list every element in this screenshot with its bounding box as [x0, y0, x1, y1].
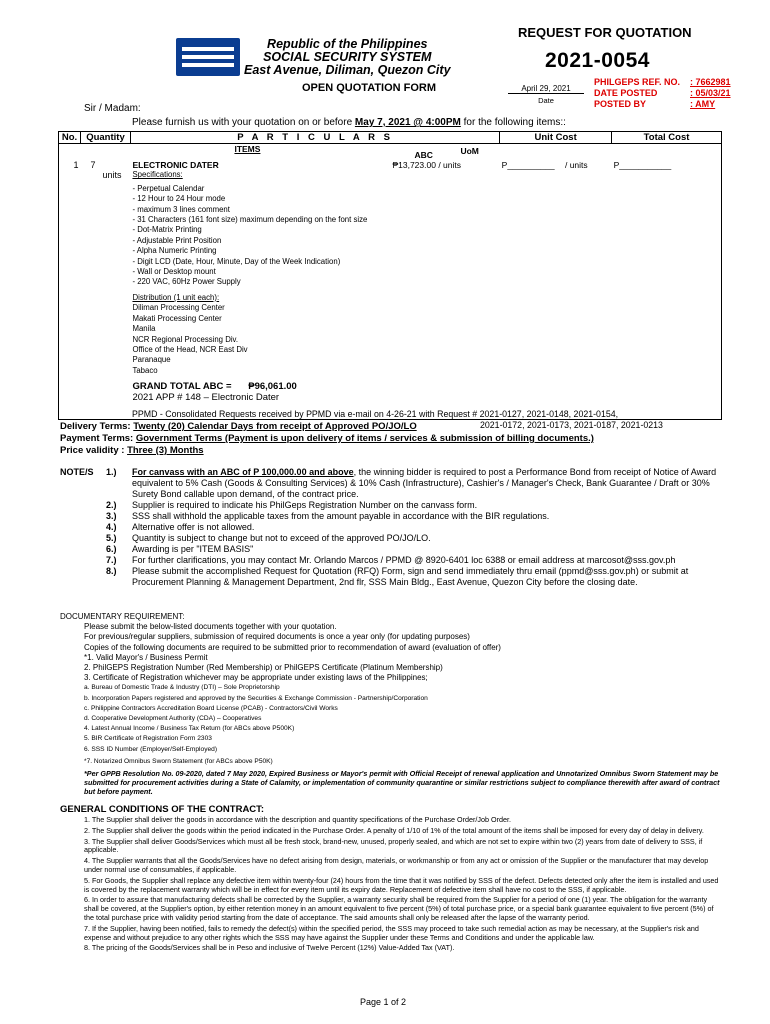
form-title: OPEN QUOTATION FORM	[302, 82, 437, 94]
spec-7: - Alpha Numeric Printing	[132, 246, 217, 256]
dist-2: Makati Processing Center	[132, 313, 222, 323]
notes	[60, 467, 720, 588]
dist-3: Manila	[132, 324, 156, 334]
note-8-text: Please submit the accomplished Request for Quotation (RFQ) Form, sign and send immediately thru email (ppmd@sss.gov.ph) or submit at Procurement Planning & Management Department, 2nd flr, SSS Main Bldg., East Avenue, Quezon City before the closing date.	[132, 566, 689, 587]
note-7	[60, 555, 720, 566]
greeting: Sir / Madam:	[84, 103, 141, 114]
col-no: No.	[59, 132, 81, 144]
terms	[60, 421, 594, 457]
app-line: 2021 APP # 148 – Electronic Dater	[132, 391, 280, 403]
note-1	[60, 467, 720, 500]
ppmd-line-2: 2021-0172, 2021-0173, 2021-0187, 2021-0213	[480, 420, 663, 430]
table-row	[59, 144, 722, 420]
sss-logo	[176, 38, 240, 76]
dist-5: Office of the Head, NCR East Div	[132, 344, 248, 354]
condition-2: 2. The Supplier shall deliver the goods within the period indicated in the Purchase Order. A penalty of 1/10 of 1% of the total amount of the items shall be imposed for every day of delay in delivery.	[84, 825, 704, 835]
grand-total-value: ₱96,061.00	[248, 381, 297, 393]
condition-8: 8. The pricing of the Goods/Services shall be in Peso and inclusive of Twelve Percent (12%) Value-Added Tax (VAT).	[84, 943, 455, 953]
dist-7: Tabaco	[132, 365, 158, 375]
condition-3: 3. The Supplier shall deliver Goods/Services which must all be fresh stock, brand-new, unused, properly sealed, and which are not set to expire within two (2) years from date of delivery to SSS, if applicable.	[84, 836, 703, 855]
payment-label: Payment Terms:	[60, 433, 134, 444]
note-4	[60, 522, 720, 533]
note-4-num: 4.)	[106, 522, 117, 532]
spec-1: - Perpetual Calendar	[132, 183, 205, 193]
payment-value: Government Terms (Payment is upon delivery of items / services & submission of billing documents.)	[135, 433, 594, 444]
rfq-number: 2021-0054	[545, 49, 650, 72]
abc-uom: / units	[438, 160, 461, 170]
row-no: 1	[59, 144, 81, 420]
doc-intro-1: Please submit the below-listed documents together with your quotation.	[84, 622, 337, 632]
row-qty-value: 7	[90, 160, 96, 170]
doc-sub-c: c. Philippine Contractors Accreditation Board License (PCAB) - Contractors/Civil Works	[84, 704, 338, 712]
ppmd-line-1: PPMD - Consolidated Requests received by PPMD via e-mail on 4-26-21 with Request # 2021-0127, 2021-0148, 2021-0154,	[132, 409, 619, 419]
note-6-text: Awarding is per "ITEM BASIS"	[132, 544, 254, 554]
row-unit-cost	[500, 144, 612, 420]
notes-label: NOTE/S	[60, 467, 94, 477]
uom-label: UoM	[460, 146, 479, 156]
note-6-num: 6.)	[106, 544, 117, 554]
delivery-value: Twenty (20) Calendar Days from receipt of Approved PO/JO/LO	[133, 421, 417, 432]
doc-sub-a: a. Bureau of Domestic Trade & Industry (DTI) – Sole Proprietorship	[84, 684, 280, 692]
doc-req-3: 3. Certificate of Registration whichever may be appropriate under existing laws of the Philippines;	[84, 673, 428, 683]
note-4-text: Alternative offer is not allowed.	[132, 522, 255, 532]
date-value: April 29, 2021	[508, 84, 584, 94]
spec-10: - 220 VAC, 60Hz Power Supply	[132, 277, 241, 287]
spec-9: - Wall or Desktop mount	[132, 267, 216, 277]
note-1-body: , the winning bidder is required to post a Performance Bond from receipt of Notice of Award equivalent to 5% Cash (Goods & Consulting Services) & 10% Cash (Infrastructure), Cashier's / Manager's Check, Bank Guarantee / Draft or 30% Surety Bond callable upon demand, of the contract price.	[132, 467, 717, 499]
col-unit-cost: Unit Cost	[500, 132, 612, 144]
items-label: ITEMS	[234, 144, 261, 154]
note-3-num: 3.)	[106, 511, 117, 521]
unit-cost-uom: / units	[564, 160, 588, 170]
row-particulars	[130, 144, 499, 420]
note-8	[60, 566, 720, 588]
note-8-num: 8.)	[106, 566, 117, 576]
row-qty	[80, 144, 130, 420]
org-line-1: Republic of the Philippines	[267, 37, 428, 51]
doc-req-2: 2. PhilGEPS Registration Number (Red Membership) or PhilGEPS Certificate (Platinum Membership)	[84, 663, 443, 673]
note-7-num: 7.)	[106, 555, 117, 565]
dist-6: Paranaque	[132, 355, 171, 365]
col-quantity: Quantity	[80, 132, 130, 144]
spec-label: Specifications:	[132, 170, 183, 180]
note-1-num: 1.)	[106, 467, 117, 477]
delivery-label: Delivery Terms:	[60, 421, 131, 432]
doc-intro-3: Copies of the following documents are required to be submitted prior to recommendation of award (evaluation of offer)	[84, 642, 501, 652]
instruction-prefix: Please furnish us with your quotation on or before	[132, 117, 353, 128]
distribution-label: Distribution (1 unit each):	[132, 292, 220, 302]
note-3	[60, 511, 720, 522]
org-line-2: SOCIAL SECURITY SYSTEM	[263, 50, 432, 64]
note-5-num: 5.)	[106, 533, 117, 543]
spec-2: - 12 Hour to 24 Hour mode	[132, 194, 226, 204]
spec-3: - maximum 3 lines comment	[132, 204, 230, 214]
grand-total	[132, 382, 497, 392]
payment-terms	[60, 433, 594, 445]
note-5-text: Quantity is subject to change but not to exceed of the approved PO/JO/LO.	[132, 533, 431, 543]
philgeps-ref-value: : 7662981	[690, 77, 731, 87]
col-particulars: P A R T I C U L A R S	[130, 132, 499, 144]
spec-6: - Adjustable Print Position	[132, 235, 222, 245]
org-header	[244, 38, 451, 77]
note-6	[60, 544, 720, 555]
date-posted-label: DATE POSTED	[594, 88, 658, 98]
table-header-row	[59, 132, 722, 144]
doc-req-7: *7. Notarized Omnibus Sworn Statement (for ABCs above P50K)	[84, 757, 273, 765]
doc-sub-b: b. Incorporation Papers registered and approved by the Securities & Exchange Commission - Partnership/Corporation	[84, 694, 428, 702]
instruction	[132, 117, 566, 128]
general-conditions-list	[84, 816, 720, 955]
row-qty-units: units	[102, 170, 122, 180]
note-7-text: For further clarifications, you may contact Mr. Orlando Marcos / PPMD @ 8920-6401 loc 6388 or email address at marcosot@sss.gov.ph	[132, 555, 676, 565]
delivery-terms	[60, 421, 594, 433]
org-line-3: East Avenue, Diliman, Quezon City	[244, 63, 451, 77]
note-2-text: Supplier is required to indicate his PhilGeps Registration Number on the canvass form.	[132, 500, 478, 510]
item-description	[132, 144, 497, 403]
condition-6: 6. In order to assure that manufacturing defects shall be corrected by the Supplier, a warranty security shall be required from the Supplier for a period of one (1) year. The obligation for the warranty shall be covered, at the Supplier's option, by either retention money in an amount equivalent to five percent (5%) of total purchase price, or a special bank guarantee equivalent to five percent (5%) of the total purchase price with validity period starting from the date of acceptance. The said amounts shall only be released after the lapse of the warranty period.	[84, 895, 714, 922]
spec-8: - Digit LCD (Date, Hour, Minute, Day of the Week Indication)	[132, 256, 341, 266]
unit-cost-blank: P__________	[501, 160, 555, 170]
item-name: ELECTRONIC DATER	[132, 160, 219, 170]
philgeps-reference	[594, 77, 731, 110]
dist-1: Diliman Processing Center	[132, 303, 225, 313]
date-posted-value: : 05/03/21	[690, 88, 731, 98]
date-label: Date	[538, 96, 554, 105]
price-validity	[60, 445, 594, 457]
page-number: Page 1 of 2	[360, 997, 407, 1007]
note-5	[60, 533, 720, 544]
row-total-cost: P___________	[612, 144, 722, 420]
condition-1: 1. The Supplier shall deliver the goods in accordance with the description and quantity specifications of the Purchase Order/Job Order.	[84, 815, 511, 824]
doc-intro-2: For previous/regular suppliers, submission of required documents is once a year only (for updating purposes)	[84, 632, 470, 642]
note-1-text	[132, 467, 720, 500]
grand-total-label: GRAND TOTAL ABC =	[132, 381, 232, 393]
general-conditions-title: GENERAL CONDITIONS OF THE CONTRACT:	[60, 804, 265, 815]
validity-label: Price validity :	[60, 445, 125, 456]
condition-4: 4. The Supplier warrants that all the Goods/Services have no defect arising from design, materials, or workmanship or from any act or omission of the Supplier or the manufacturer that may develop under normal use of consumables, if applicable.	[84, 856, 709, 874]
spec-4: - 31 Characters (161 font size) maximum depending on the font size	[132, 215, 368, 225]
deadline: May 7, 2021 @ 4:00PM	[354, 117, 461, 128]
items-table	[58, 131, 722, 420]
rfq-title: REQUEST FOR QUOTATION	[518, 25, 692, 40]
doc-sub-d: d. Cooperative Development Authority (CDA) – Cooperatives	[84, 715, 262, 723]
condition-5: 5. For Goods, the Supplier shall replace any defective item within twenty-four (24) hours from the time that it was notified by SSS of the defect. Defects detected only after the item is installed and used is covered by the replacement warranty which will be in effect for every item until its expiry date. Replacement of defective item shall have no cost to the SSS, if applicable.	[84, 875, 719, 894]
note-2	[60, 500, 720, 511]
validity-value: Three (3) Months	[127, 445, 204, 456]
gppb-resolution: *Per GPPB Resolution No. 09-2020, dated 7 May 2020, Expired Business or Mayor's permit with Official Receipt of renewal application and Unnotarized Omnibus Sworn Statement may be submitted for procurement activities during a State of Calamity, or implementation of community quarantine or similar restrictions subject to compliance therewith after award of contract but before payment.	[84, 769, 720, 797]
documentary-requirement	[60, 612, 720, 796]
posted-by-value: : AMY	[690, 99, 716, 109]
condition-7: 7. If the Supplier, having been notified, fails to remedy the defect(s) within the specified period, the SSS may proceed to take such remedial action as may be necessary, at the Supplier's risk and expense and without prejudice to any other rights which the SSS may have against the Supplier under these Terms and Conditions and under the applicable law.	[84, 923, 699, 942]
abc-label: ABC	[414, 150, 433, 160]
abc-value-cell	[392, 160, 461, 170]
doc-req-6: 6. SSS ID Number (Employer/Self-Employed)	[84, 745, 218, 753]
doc-title: DOCUMENTARY REQUIREMENT:	[60, 612, 185, 621]
philgeps-ref-label: PHILGEPS REF. NO.	[594, 77, 681, 87]
note-3-text: SSS shall withhold the applicable taxes from the amount payable in accordance with the BIR regulations.	[132, 511, 550, 521]
col-total-cost: Total Cost	[612, 132, 722, 144]
doc-req-1: *1. Valid Mayor's / Business Permit	[84, 652, 208, 662]
doc-req-5: 5. BIR Certificate of Registration Form 2303	[84, 735, 212, 743]
abc-value: ₱13,723.00	[392, 160, 436, 170]
doc-req-4: 4. Latest Annual Income / Business Tax Return (for ABCs above P500K)	[84, 725, 295, 733]
instruction-suffix: for the following items::	[463, 117, 566, 128]
dist-4: NCR Regional Processing Div.	[132, 334, 239, 344]
note-1-lead: For canvass with an ABC of P 100,000.00 and above	[132, 467, 354, 477]
note-2-num: 2.)	[106, 500, 117, 510]
spec-5: - Dot-Matrix Printing	[132, 225, 202, 235]
posted-by-label: POSTED BY	[594, 99, 647, 109]
